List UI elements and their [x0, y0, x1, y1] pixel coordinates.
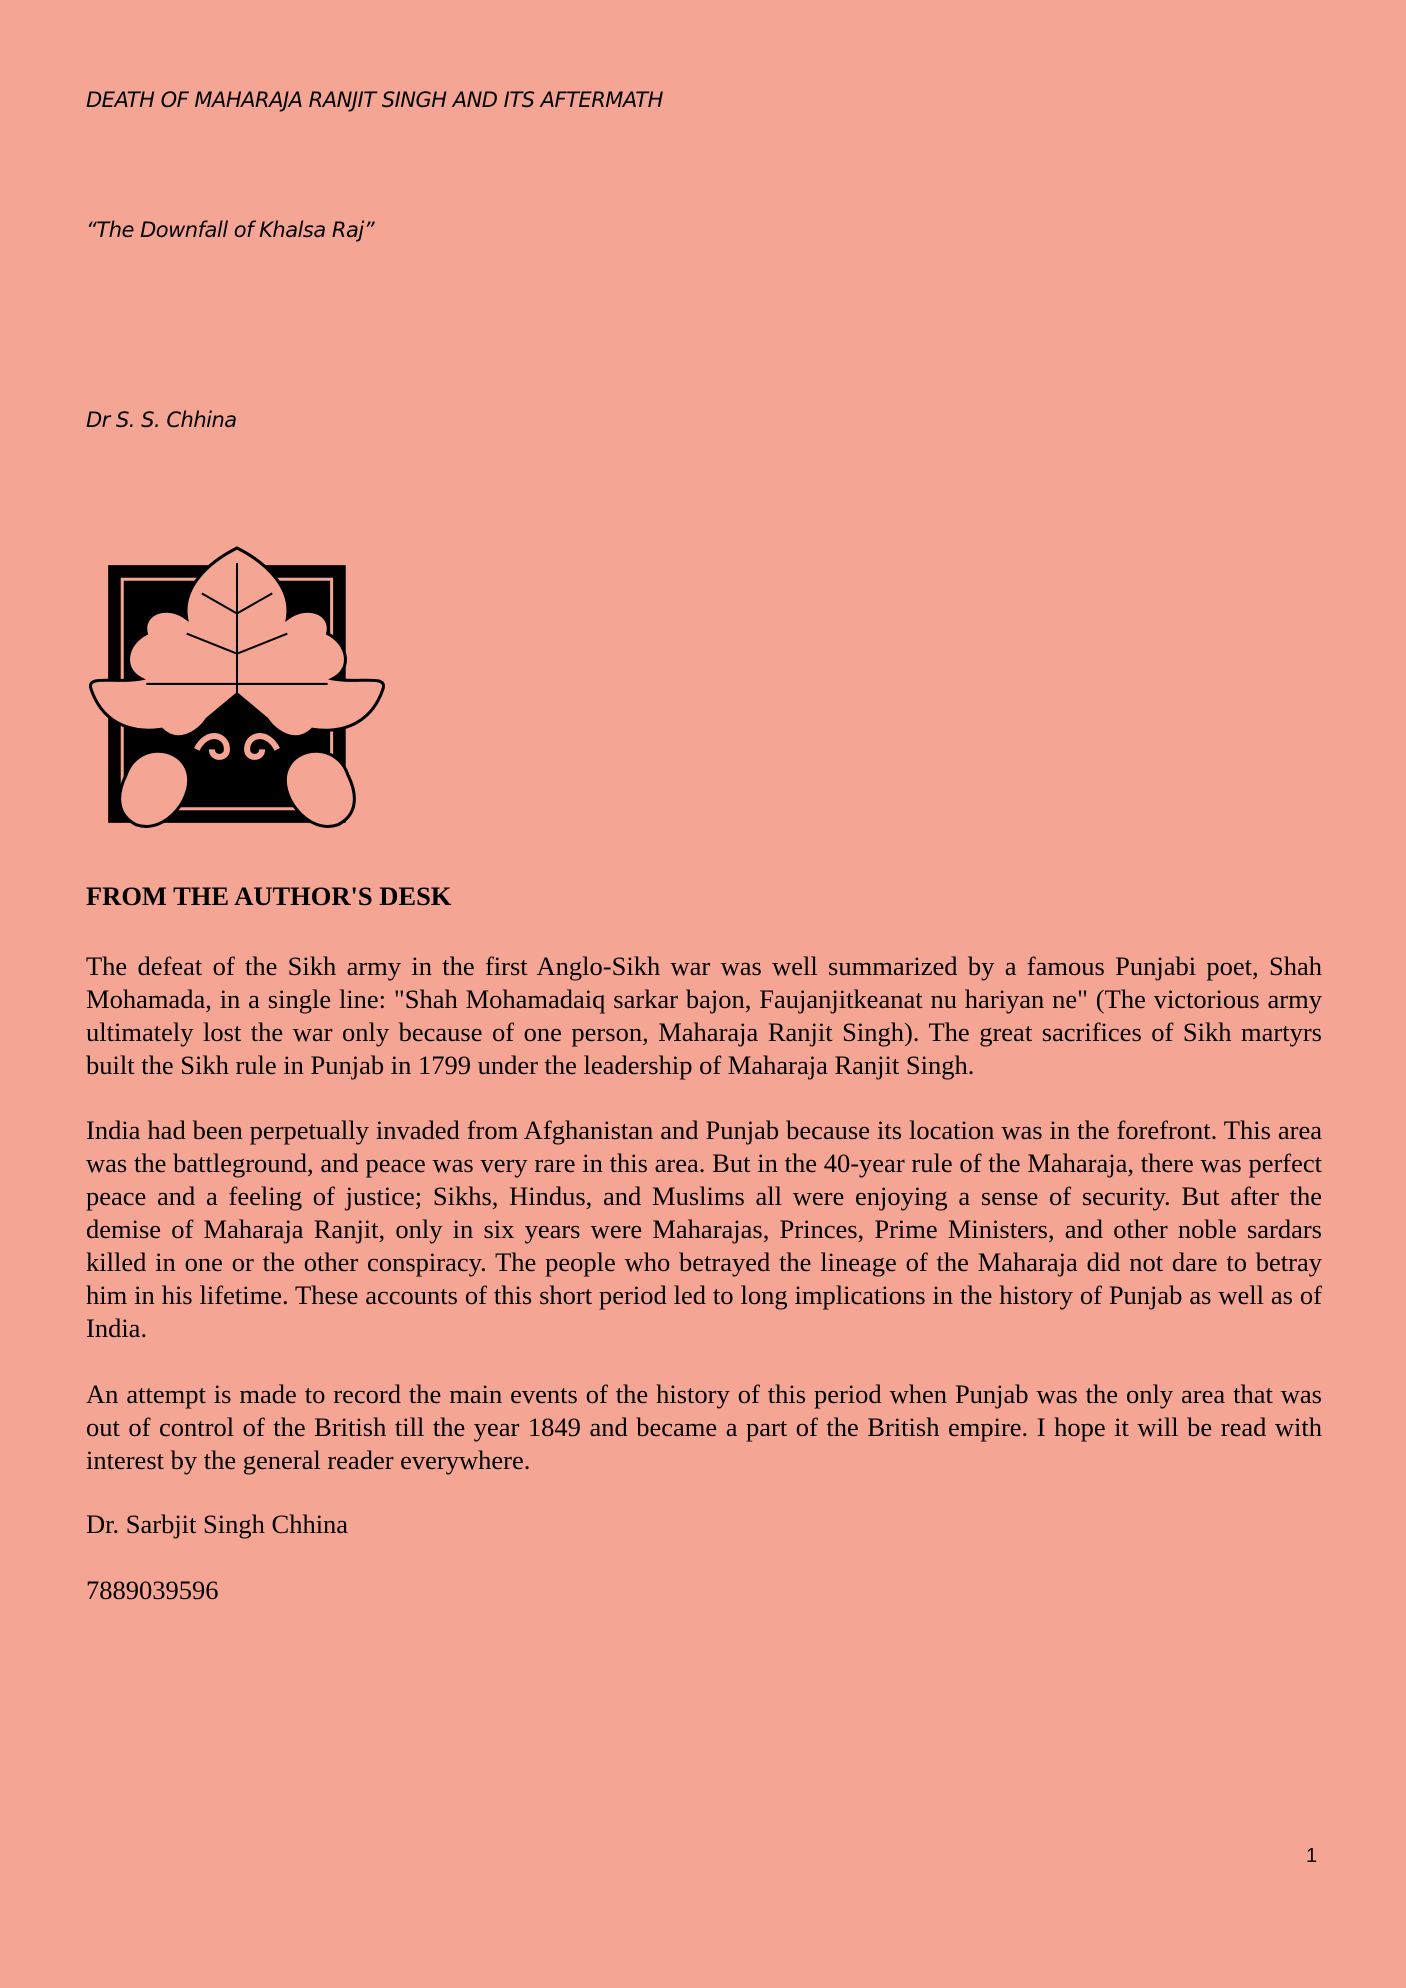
document-title: DEATH OF MAHARAJA RANJIT SINGH AND ITS AFTERMATH [86, 88, 663, 112]
paragraph: The defeat of the Sikh army in the first Anglo-Sikh war was well summarized by a famous Punjabi poet, Shah Mohamada, in a single line: "Shah Mohamadaiq sarkar bajon, Faujanjitkeanat nu hariyan ne" (The victorious army ultimately lost the war only because of one person, Maharaja Ranjit Singh). The great sacrifices of Sikh martyrs built the Sikh rule in Punjab in 1799 under the leadership of Maharaja Ranjit Singh. [86, 951, 1322, 1080]
signature: Dr. Sarbjit Singh Chhina [86, 1509, 349, 1539]
author-name: Dr S. S. Chhina [86, 408, 237, 432]
document-subtitle: “The Downfall of Khalsa Raj” [86, 218, 375, 242]
section-heading: FROM THE AUTHOR'S DESK [86, 881, 452, 911]
phone-number: 7889039596 [86, 1575, 219, 1605]
leaf-emblem-icon [86, 543, 388, 845]
paragraph: An attempt is made to record the main events of the history of this period when Punjab was the only area that was out of control of the British till the year 1849 and became a part of the British empire. I hope it will be read with interest by the general reader everywhere. [86, 1379, 1322, 1475]
paragraph: India had been perpetually invaded from Afghanistan and Punjab because its location was in the forefront. This area was the battleground, and peace was very rare in this area. But in the 40-year rule of the Maharaja, there was perfect peace and a feeling of justice; Sikhs, Hindus, and Muslims all were enjoying a sense of security. But after the demise of Maharaja Ranjit, only in six years were Maharajas, Princes, Prime Ministers, and other noble sardars killed in one or the other conspiracy. The people who betrayed the lineage of the Maharaja did not dare to betray him in his lifetime. These accounts of this short period led to long implications in the history of Punjab as well as of India. [86, 1115, 1322, 1343]
page-number: 1 [1306, 1845, 1318, 1867]
